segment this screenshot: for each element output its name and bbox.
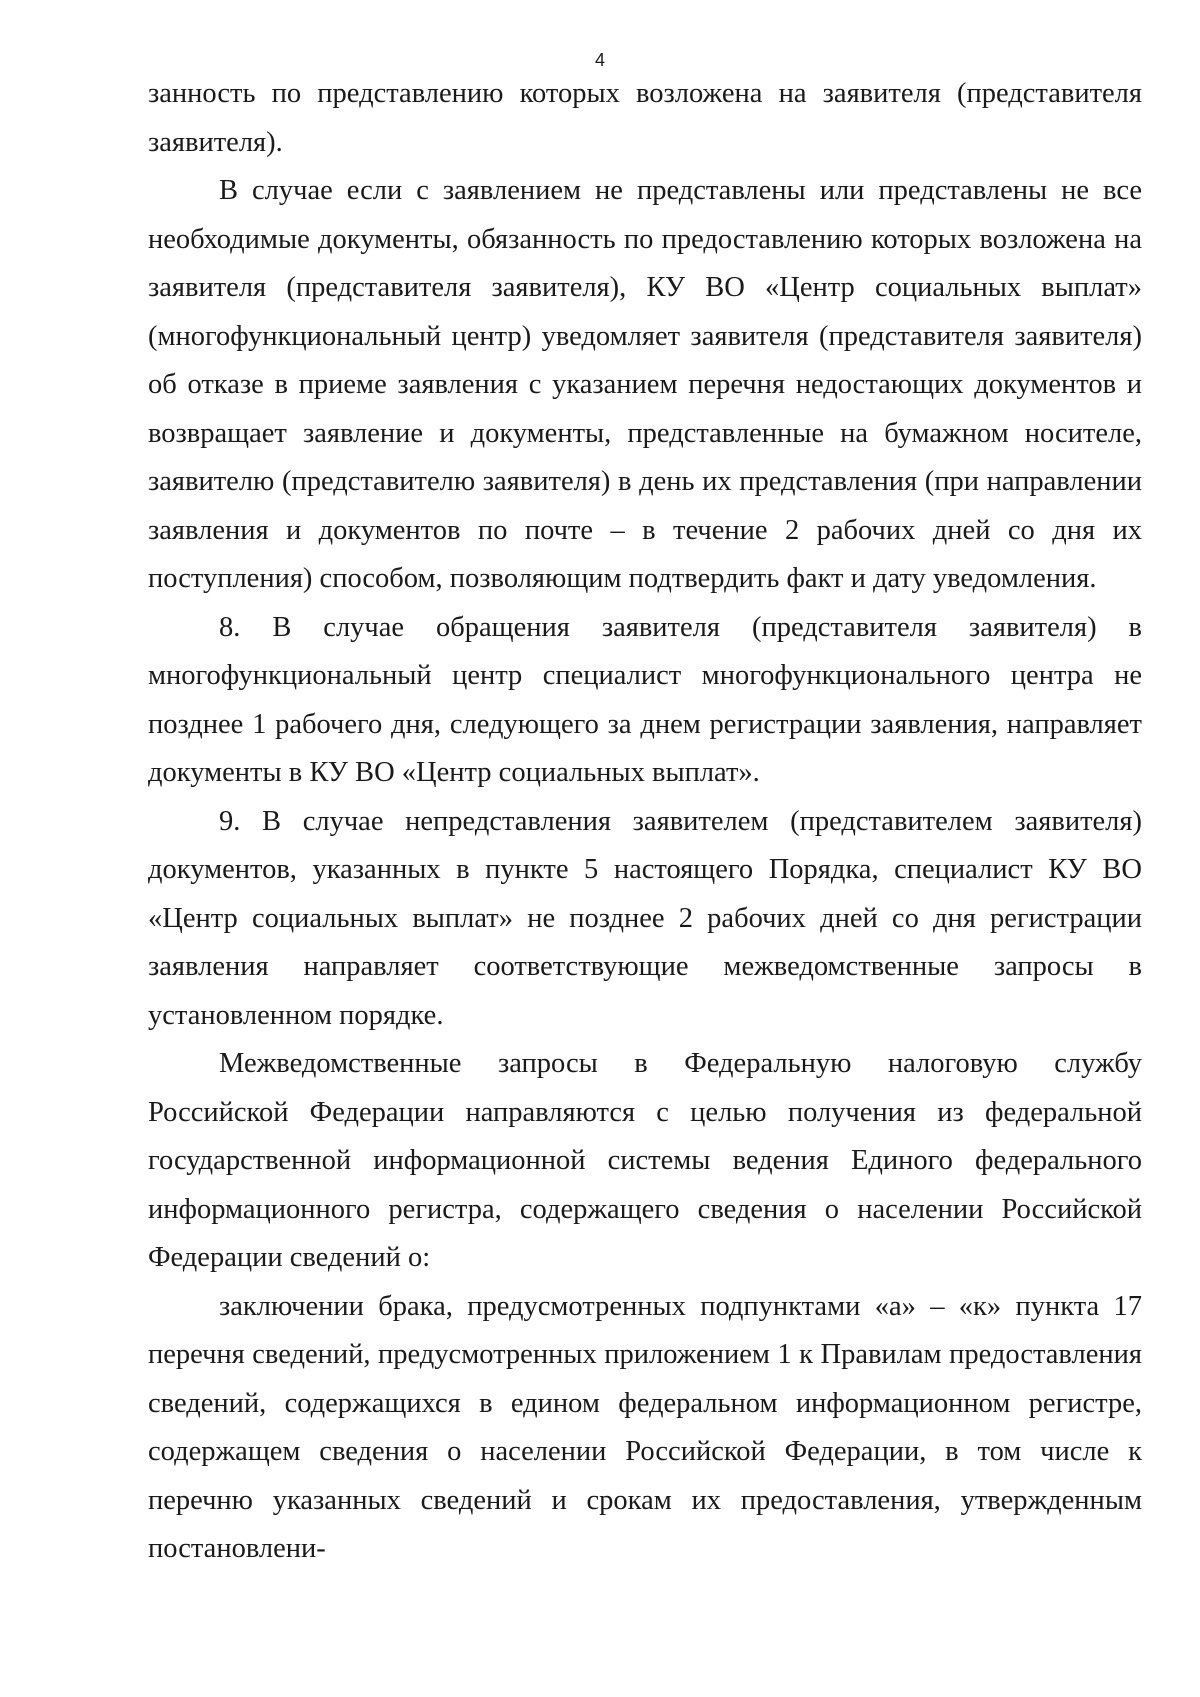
paragraph-item-9: 9. В случае непредставления заявителем (представителем заявителя) документов, указанных в пункте 5 настоящего Порядка, специалист КУ ВО «Центр социальных выплат» не позднее 2 рабочих дней со дня регистрации заявления направляет соответствующие межведомственные запросы в установленном порядке. (148, 805, 1142, 1031)
paragraph-item-8: 8. В случае обращения заявителя (представителя заявителя) в многофункциональный центр специалист многофункционального центра не позднее 1 рабочего дня, следующего за днем регистрации заявления, направляет документы в КУ ВО «Центр социальных выплат». (148, 611, 1142, 788)
paragraph-continued: занность по представлению которых возложена на заявителя (представителя заявителя). (148, 78, 1142, 158)
paragraph-refusal-notice: В случае если с заявлением не представлены или представлены не все необходимые документы, обязанность по предоставлению которых возложена на заявителя (представителя заявителя), КУ ВО «Центр социальных выплат» (многофункциональный центр) уведомляет заявителя (представителя заявителя) об отказе в приеме заявления с указанием перечня недостающих документов и возвращает заявление и документы, представленные на бумажном носителе, заявителю (представителю заявителя) в день их представления (при направлении заявления и документов по почте – в течение 2 рабочих дней со дня их поступления) способом, позволяющим подтвердить факт и дату уведомления. (148, 175, 1142, 594)
paragraph-marriage-info: заключении брака, предусмотренных подпунктами «а» – «к» пункта 17 перечня сведений, предусмотренных приложением 1 к Правилам предоставления сведений, содержащихся в едином федеральном информационном регистре, содержащем сведения о населении Российской Федерации, в том числе к перечню указанных сведений и срокам их предоставления, утвержденным постановлени- (148, 1290, 1142, 1564)
document-body (148, 70, 1142, 1574)
page-number: 4 (594, 50, 605, 70)
paragraph-interagency-requests: Межведомственные запросы в Федеральную налоговую службу Российской Федерации направляются с целью получения из федеральной государственной информационной системы ведения Единого федерального информационного регистра, содержащего сведения о населении Российской Федерации сведений о: (148, 1048, 1142, 1273)
